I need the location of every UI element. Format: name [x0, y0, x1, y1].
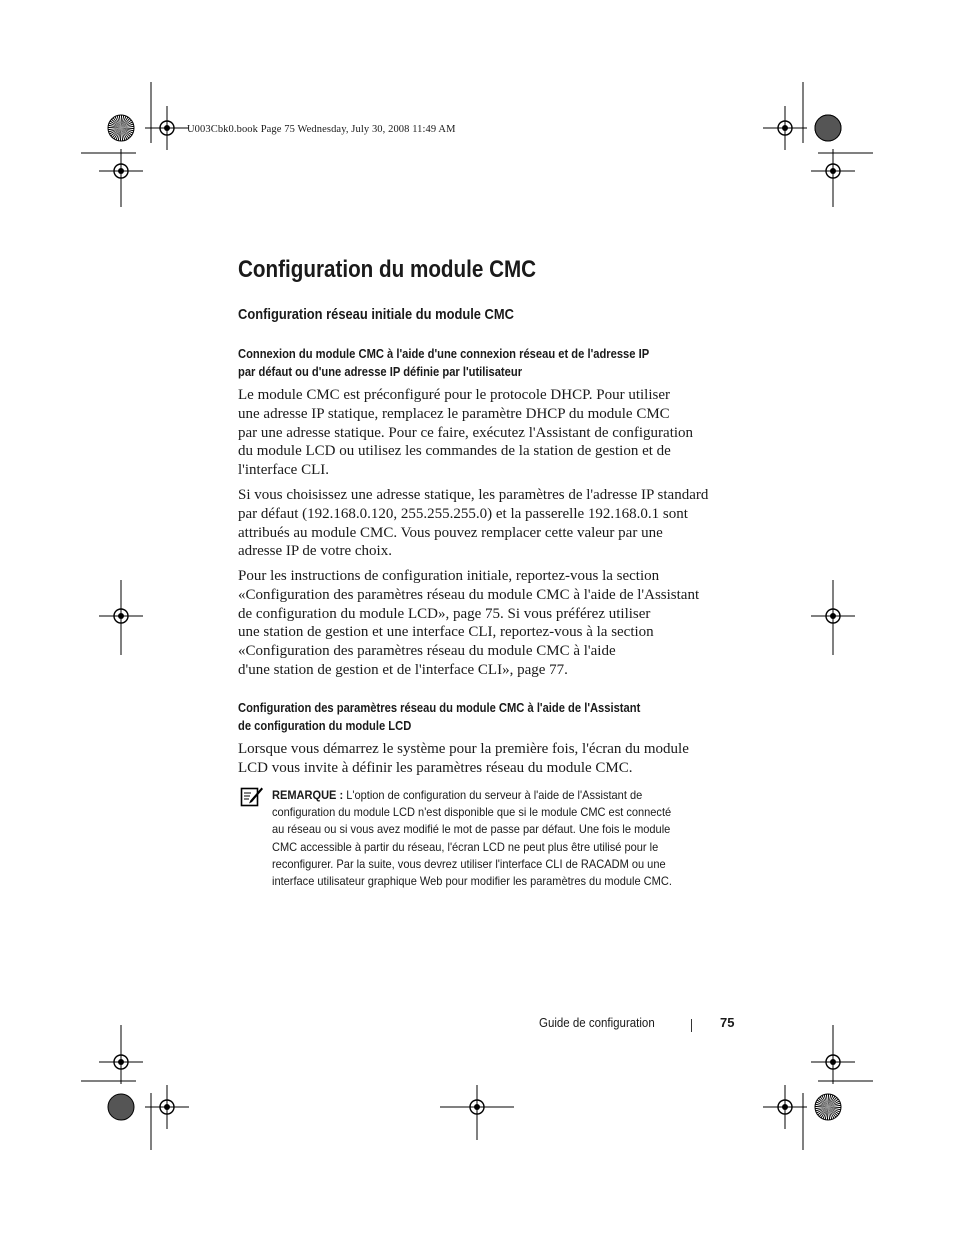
text-line: une station de gestion et une interface CLI, reportez-vous à la section	[238, 624, 654, 641]
text-line: «Configuration des paramètres réseau du module CMC à l'aide	[238, 643, 616, 660]
note-line: au réseau ou si vous avez modifié le mot de passe par défaut. Une fois le module	[272, 822, 671, 837]
heading-line: par défaut ou d'une adresse IP définie par l'utilisateur	[238, 364, 523, 379]
note-block	[272, 787, 747, 890]
footer-guide-label: Guide de configuration	[539, 1016, 655, 1030]
text-line: par défaut (192.168.0.120, 255.255.255.0) et la passerelle 192.168.0.1 sont	[238, 505, 688, 522]
text-line: Lorsque vous démarrez le système pour la première fois, l'écran du module	[238, 741, 689, 757]
text-line: «Configuration des paramètres réseau du module CMC à l'aide de l'Assistant	[238, 586, 700, 603]
page-number: 75	[720, 1015, 735, 1030]
section-title: Configuration réseau initiale du module CMC	[238, 306, 514, 323]
text-line: attribués au module CMC. Vous pouvez remplacer cette valeur par une	[238, 524, 663, 541]
paragraph-2	[238, 486, 748, 561]
note-label: REMARQUE :	[272, 788, 344, 802]
paragraph-4	[238, 740, 748, 778]
text-line: une adresse IP statique, remplacez le paramètre DHCP du module CMC	[238, 405, 670, 422]
gray-target	[815, 115, 841, 141]
note-line: CMC accessible à partir du réseau, l'écran LCD ne peut plus être utilisé pour le	[272, 839, 659, 854]
text-line: l'interface CLI.	[238, 462, 329, 479]
pencil-note-icon	[240, 786, 264, 808]
text-line: Pour les instructions de configuration initiale, reportez-vous la section	[238, 568, 660, 584]
text-line: Si vous choisissez une adresse statique, les paramètres de l'adresse IP standard	[238, 487, 709, 503]
subsection-heading-1	[238, 345, 649, 381]
subsection-heading-2	[238, 699, 640, 735]
text-line: Le module CMC est préconfiguré pour le protocole DHCP. Pour utiliser	[238, 387, 671, 403]
text-line: LCD vous invite à définir les paramètres réseau du module CMC.	[238, 759, 633, 776]
print-slug: U003Cbk0.book Page 75 Wednesday, July 30, 2008 11:49 AM	[187, 124, 456, 135]
page-title: Configuration du module CMC	[238, 256, 537, 283]
heading-line: Connexion du module CMC à l'aide d'une connexion réseau et de l'adresse IP	[238, 346, 650, 361]
note-line: configuration du module LCD n'est disponible que si le module CMC est connecté	[272, 805, 672, 820]
note-text: L'option de configuration du serveur à l'aide de l'Assistant de	[346, 788, 643, 802]
paragraph-3	[238, 567, 748, 680]
text-line: de configuration du module LCD», page 75. Si vous préférez utiliser	[238, 605, 651, 622]
gray-target	[108, 1094, 134, 1120]
text-line: adresse IP de votre choix.	[238, 543, 392, 560]
heading-line: Configuration des paramètres réseau du module CMC à l'aide de l'Assistant	[238, 700, 641, 715]
heading-line: de configuration du module LCD	[238, 718, 412, 733]
text-line: du module LCD ou utilisez les commandes de la station de gestion et de	[238, 443, 671, 460]
text-line: par une adresse statique. Pour ce faire, exécutez l'Assistant de configuration	[238, 424, 694, 441]
note-line	[272, 787, 709, 804]
paragraph-1	[238, 386, 748, 480]
text-line: d'une station de gestion et de l'interface CLI», page 77.	[238, 661, 568, 678]
footer-separator	[691, 1019, 692, 1032]
note-line: reconfigurer. Par la suite, vous devrez utiliser l'interface CLI de RACADM ou une	[272, 856, 666, 871]
note-line: interface utilisateur graphique Web pour modifier les paramètres du module CMC.	[272, 874, 672, 889]
